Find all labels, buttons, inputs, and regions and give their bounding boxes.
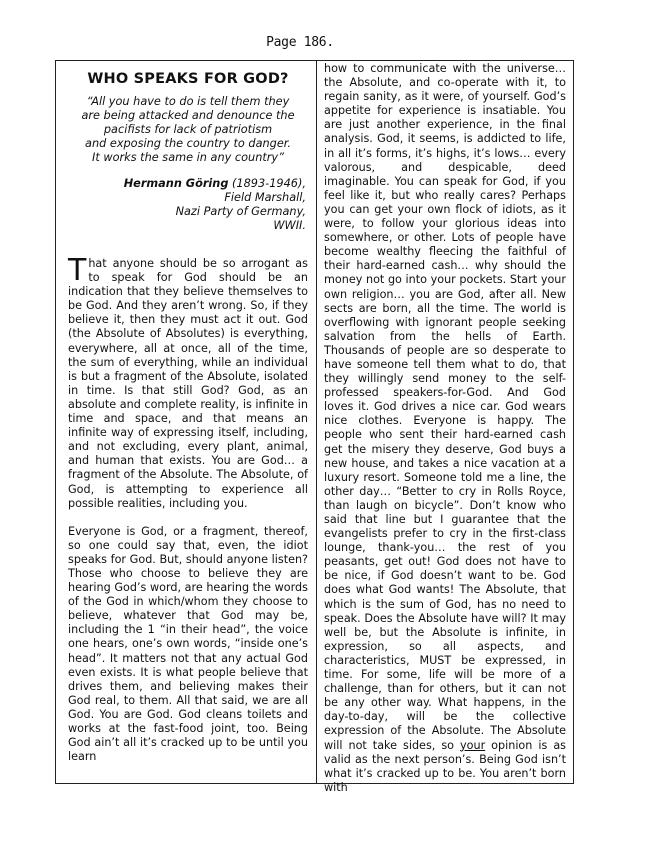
page-number: Page 186.	[266, 35, 334, 50]
emphasis-word: your	[460, 738, 486, 752]
attribution-role: Field Marshall,	[224, 191, 306, 204]
epigraph-quote	[68, 95, 308, 165]
attribution-role: Nazi Party of Germany,	[175, 205, 306, 218]
attribution-author-line	[68, 177, 306, 191]
paragraph-gap	[68, 511, 308, 525]
drop-cap: T	[68, 253, 87, 288]
attribution-author: Hermann Göring	[123, 177, 229, 190]
paragraph-2-continued	[324, 62, 566, 795]
article-title: WHO SPEAKS FOR GOD?	[87, 71, 289, 87]
article-frame	[55, 60, 574, 794]
epigraph-line: It works the same in any country”	[92, 151, 284, 164]
paragraph-2-continued-text: how to communicate with the universe… the Absolute, and co-operate with it, to regain sanity, as it were, of yourself. God’s appetite for experience is insatiable. You are just another experience, in the final analysis. God, it seems, is addicted to life, in all it’s forms, it’s highs, it’s lows… every valorous, and despicable, deed imaginable. You can speak for God, if you feel like it, but who really cares? Perhaps you can get your own flock of idiots, as it were, to follow your glorious ideas into somewhere, or other. Lots of people have become wealthy fleecing the faithful of their hard-earned cash… why should the money not go into your pockets. Start your own religion… you are God, after all. New sects are born, all the time. The world is overflowing with ignorant people seeking salvation from the hells of Earth. Thousands of people are so desperate to have someone tell them what to do, that they willingly send money to the self-professed speakers-for-God. And God loves it. God drives a nice car. God wears nice clothes. Everyone is happy. The people who sent their hard-earned cash get the misery they deserve, God buys a new house, and takes a nice vacation at a luxury resort. Someone told me a line, the other day… “Better to cry in Rolls Royce, than laugh on bicycle”. Don’t know who said that line but I guarantee that the evangelists prefer to cry in the first-class lounge, thank-you… the rest of you peasants, get out! God does not have to be nice, if God doesn’t want to be. God does what God wants! The Absolute, that which is the sum of God, has no need to speak. Does the Absolute have will? It may well be, but the Absolute is infinite, in expression, so all aspects, and characteristics, MUST be expressed, in time. For some, life will be more of a challenge, than for others, but it can not be any other way. What happens, in the day-to-day, will be the collective expression of the Absolute. The Absolute will not take sides, so	[324, 62, 566, 752]
paragraph-2-continued-end: opinion is as valid as the next person’s. Being God isn’t what it’s cracked up to be. You aren’t born with	[324, 738, 566, 794]
attribution-dates: (1893-1946),	[228, 177, 306, 190]
right-column	[316, 61, 572, 794]
epigraph-line: “All you have to do is tell them they	[86, 95, 290, 108]
epigraph-attribution	[68, 177, 306, 233]
left-column	[56, 61, 316, 783]
epigraph-line: pacifists for lack of patriotism	[103, 123, 273, 136]
paragraph-2: Everyone is God, or a fragment, thereof, so one could say that, even, the idiot speaks for God. But, should anyone listen? Those who choose to believe they are hearing God’s word, are hearing the words of the God in which/whom they choose to believe, whatever that God may be, including the 1 “in their head”, the voice one hears, one’s own words, “inside one’s head”. It matters not that any actual God even exists. It is what people believe that drives them, and believing makes their God real, to them. All that said, we are all God. You are God. God cleans toilets and works at the fast-food joint, too. Being God ain’t all it’s cracked up to be until you learn	[68, 524, 308, 764]
epigraph-line: are being attacked and denounce the	[81, 109, 295, 122]
attribution-role: WWII.	[273, 219, 306, 232]
paragraph-1	[68, 253, 308, 511]
paragraph-1-text: hat anyone should be so arrogant as to speak for God should be an indication that they believe themselves to be God. And they aren’t wrong. So, if they believe it, then they must act it out. God (the Absolute of Absolutes) is everything, everywhere, all at once, all of the time, the sum of everything, while an individual is but a fragment of the Absolute, isolated in time. Is that still God? God, as an absolute and complete reality, is infinite in time and space, and that means an infinite way of expressing itself, including, and not excluding, every plant, animal, and human that exists. You are God… a fragment of the Absolute. The Absolute, of God, is attempting to experience all possible realities, including you.	[68, 257, 308, 510]
epigraph-line: and exposing the country to danger.	[85, 137, 291, 150]
